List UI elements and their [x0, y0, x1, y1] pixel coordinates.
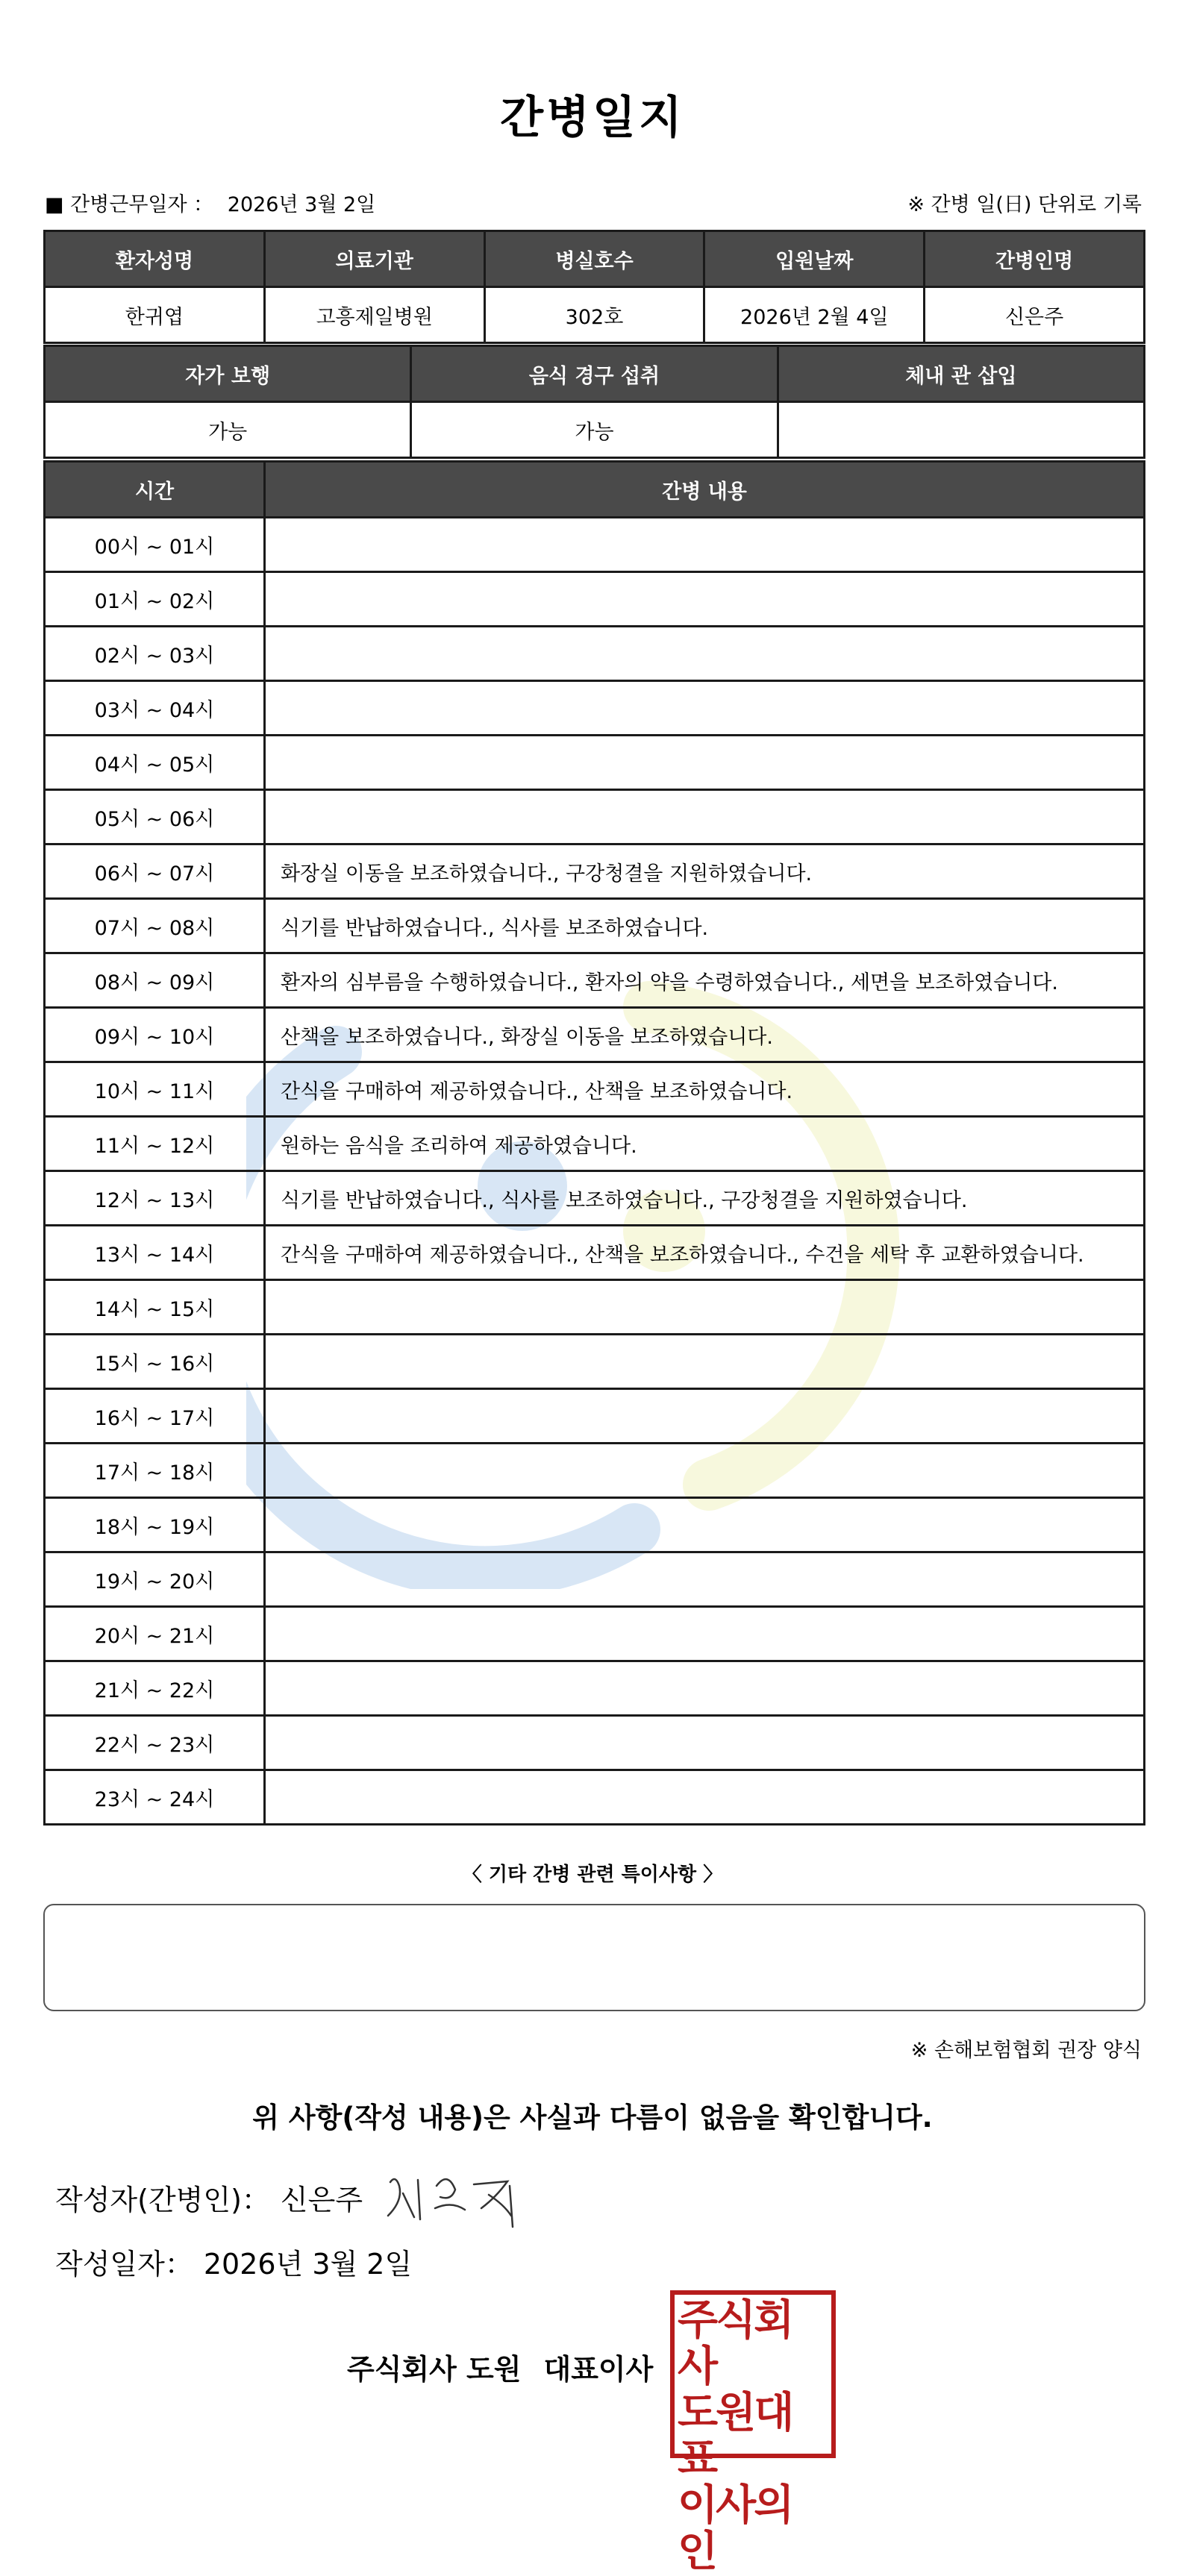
care-row: [45, 736, 1145, 790]
care-row-time: 09시 ~ 10시: [45, 1008, 265, 1062]
care-log-table: [43, 460, 1145, 1826]
care-row: [45, 790, 1145, 844]
care-row-time: 01시 ~ 02시: [45, 572, 265, 627]
special-notes-box: [43, 1904, 1145, 2011]
care-row-time: 19시 ~ 20시: [45, 1552, 265, 1607]
record-note: ※ 간병 일(日) 단위로 기록: [907, 193, 1142, 216]
care-row-content: [265, 627, 1145, 681]
care-row: [45, 1552, 1145, 1607]
header-oral-intake: 음식 경구 섭취: [411, 346, 778, 402]
care-row: [45, 1389, 1145, 1444]
caregiver: 신은주: [925, 287, 1145, 343]
care-row-content: 원하는 음식을 조리하여 제공하였습니다.: [265, 1117, 1145, 1171]
care-row: [45, 1171, 1145, 1226]
care-row-time: 13시 ~ 14시: [45, 1226, 265, 1280]
care-row-content: 식기를 반납하였습니다., 식사를 보조하였습니다.: [265, 899, 1145, 953]
care-row-content: [265, 1607, 1145, 1661]
write-date: [55, 2241, 412, 2282]
care-row-content: 화장실 이동을 보조하였습니다., 구강청결을 지원하였습니다.: [265, 844, 1145, 899]
care-row-time: 14시 ~ 15시: [45, 1280, 265, 1335]
company-rep: 대표이사: [543, 2353, 654, 2386]
care-row: [45, 1770, 1145, 1825]
care-row-content: 간식을 구매하여 제공하였습니다., 산책을 보조하였습니다.: [265, 1062, 1145, 1117]
care-row-content: [265, 736, 1145, 790]
write-date-value: 2026년 3월 2일: [203, 2248, 413, 2281]
care-row-time: 18시 ~ 19시: [45, 1498, 265, 1552]
care-row: [45, 627, 1145, 681]
care-row-time: 12시 ~ 13시: [45, 1171, 265, 1226]
care-row-content: [265, 572, 1145, 627]
oral-intake-value: 가능: [411, 402, 778, 458]
admission-date: 2026년 2월 4일: [704, 287, 925, 343]
care-row: [45, 1444, 1145, 1498]
writer: [55, 2177, 363, 2218]
confirmation-statement: 위 사항(작성 내용)은 사실과 다름이 없음을 확인합니다.: [252, 2102, 933, 2134]
care-row: [45, 844, 1145, 899]
care-row: [45, 1062, 1145, 1117]
room: 302호: [484, 287, 704, 343]
care-row-content: 산책을 보조하였습니다., 화장실 이동을 보조하였습니다.: [265, 1008, 1145, 1062]
seal-line-3: 이사의인: [678, 2481, 792, 2576]
company-seal: [670, 2290, 836, 2576]
company: [347, 2346, 653, 2387]
care-row: [45, 1335, 1145, 1389]
care-row-content: [265, 1389, 1145, 1444]
work-date-label: ■ 간병근무일자 ：: [45, 193, 214, 216]
care-row-content: [265, 1716, 1145, 1770]
care-row: [45, 1498, 1145, 1552]
work-date: [45, 188, 375, 217]
write-date-label: 작성일자：: [55, 2248, 193, 2281]
care-row-time: 06시 ~ 07시: [45, 844, 265, 899]
care-row-time: 15시 ~ 16시: [45, 1335, 265, 1389]
care-row-time: 22시 ~ 23시: [45, 1716, 265, 1770]
care-row-content: [265, 518, 1145, 572]
care-row: [45, 1716, 1145, 1770]
care-row: [45, 1008, 1145, 1062]
work-date-value: 2026년 3월 2일: [227, 193, 376, 216]
care-row-content: [265, 1280, 1145, 1335]
header-tube: 체내 관 삽입: [778, 346, 1144, 402]
header-admission-date: 입원날짜: [704, 231, 925, 287]
care-row: [45, 899, 1145, 953]
header-walking: 자가 보행: [45, 346, 411, 402]
writer-label: 작성자(간병인)：: [55, 2184, 270, 2216]
care-row: [45, 518, 1145, 572]
care-row-content: [265, 1661, 1145, 1716]
header-care-content: 간병 내용: [265, 462, 1145, 518]
care-row-time: 04시 ~ 05시: [45, 736, 265, 790]
care-row-time: 11시 ~ 12시: [45, 1117, 265, 1171]
tube-value: [778, 402, 1144, 458]
care-row-time: 10시 ~ 11시: [45, 1062, 265, 1117]
care-row-content: [265, 1770, 1145, 1825]
care-row-time: 21시 ~ 22시: [45, 1661, 265, 1716]
care-row-content: 환자의 심부름을 수행하였습니다., 환자의 약을 수령하였습니다., 세면을 보조하였습니다.: [265, 953, 1145, 1008]
care-row-time: 23시 ~ 24시: [45, 1770, 265, 1825]
signature: [377, 2163, 526, 2231]
care-row: [45, 1661, 1145, 1716]
care-row-time: 05시 ~ 06시: [45, 790, 265, 844]
care-row: [45, 953, 1145, 1008]
care-row-content: [265, 1335, 1145, 1389]
header-patient-name: 환자성명: [45, 231, 265, 287]
care-row-content: 식기를 반납하였습니다., 식사를 보조하였습니다., 구강청결을 지원하였습니다.: [265, 1171, 1145, 1226]
care-row-time: 00시 ~ 01시: [45, 518, 265, 572]
ability-table: [43, 345, 1145, 459]
page-title: 간병일지: [500, 92, 685, 144]
care-row-time: 03시 ~ 04시: [45, 681, 265, 736]
care-row: [45, 572, 1145, 627]
writer-name: 신은주: [280, 2184, 363, 2216]
seal-line-2: 도원대표: [678, 2389, 792, 2483]
care-row-content: 간식을 구매하여 제공하였습니다., 산책을 보조하였습니다., 수건을 세탁 후 교환하였습니다.: [265, 1226, 1145, 1280]
care-row-time: 08시 ~ 09시: [45, 953, 265, 1008]
care-row-time: 20시 ~ 21시: [45, 1607, 265, 1661]
care-row: [45, 1226, 1145, 1280]
care-row-content: [265, 681, 1145, 736]
care-row-content: [265, 1444, 1145, 1498]
special-notes-title: 〈 기타 간병 관련 특이사항 〉: [462, 1864, 723, 1886]
seal-line-1: 주식회사: [678, 2296, 792, 2391]
header-room: 병실호수: [484, 231, 704, 287]
care-row-time: 17시 ~ 18시: [45, 1444, 265, 1498]
care-row: [45, 681, 1145, 736]
company-name: 주식회사 도원: [347, 2353, 522, 2386]
care-row-content: [265, 1552, 1145, 1607]
hospital: 고흥제일병원: [264, 287, 484, 343]
care-row: [45, 1117, 1145, 1171]
care-row-time: 02시 ~ 03시: [45, 627, 265, 681]
association-note: ※ 손해보험협회 권장 양식: [910, 2039, 1142, 2062]
patient-name: 한귀엽: [45, 287, 265, 343]
header-time: 시간: [45, 462, 265, 518]
care-row: [45, 1280, 1145, 1335]
care-row-time: 07시 ~ 08시: [45, 899, 265, 953]
walking-value: 가능: [45, 402, 411, 458]
header-caregiver: 간병인명: [925, 231, 1145, 287]
patient-info-table: [43, 230, 1145, 344]
care-row: [45, 1607, 1145, 1661]
care-row-time: 16시 ~ 17시: [45, 1389, 265, 1444]
care-row-content: [265, 1498, 1145, 1552]
care-row-content: [265, 790, 1145, 844]
header-hospital: 의료기관: [264, 231, 484, 287]
